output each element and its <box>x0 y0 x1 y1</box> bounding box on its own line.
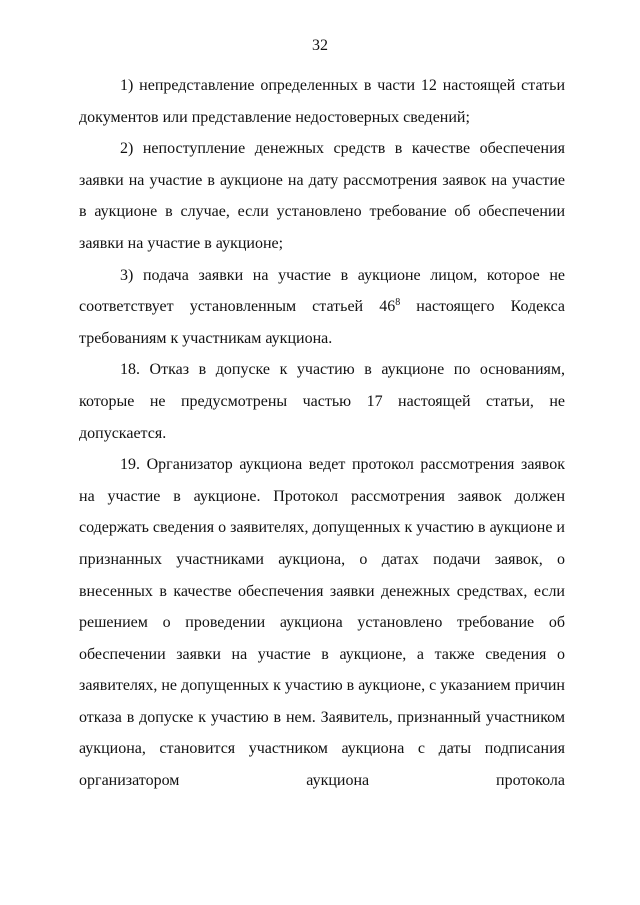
paragraph-18: 18. Отказ в допуске к участию в аукционе по основаниям, которые не предусмотрены частью 17 настоящей статьи, не допускается. <box>79 361 565 442</box>
document-body <box>79 70 565 797</box>
list-item-3-text-start: 3) подача заявки на участие в аукционе лицом, которое не соответствует установленным статьей 46 <box>79 266 565 316</box>
list-item-1: 1) непредставление определенных в части 12 настоящей статьи документов или представление недостоверных сведений; <box>79 77 565 126</box>
page-number: 32 <box>312 37 328 54</box>
list-item-3-text-end: настоящего Кодекса требованиям к участникам аукциона. <box>79 298 565 347</box>
article-superscript: 8 <box>395 297 401 309</box>
list-item-3 <box>79 260 565 355</box>
paragraph-19: 19. Организатор аукциона ведет протокол рассмотрения заявок на участие в аукционе. Протокол рассмотрения заявок должен содержать сведения о заявителях, допущенных к участию в аукционе и признанных участниками аукциона, о датах подачи заявок, о внесенных в качестве обеспечения заявки денежных средствах, если решением о проведении аукциона установлено требование об обеспечении заявки на участие в аукционе, а также сведения о заявителях, не допущенных к участию в аукционе, с указанием причин отказа в допуске к участию в нем. Заявитель, признанный участником аукциона, становится участником аукциона с даты подписания организатором аукциона протокола <box>79 456 565 790</box>
list-item-2: 2) непоступление денежных средств в качестве обеспечения заявки на участие в аукционе на дату рассмотрения заявок на участие в аукционе в случае, если установлено требование об обеспечении заявки на участие в аукционе; <box>79 140 565 252</box>
